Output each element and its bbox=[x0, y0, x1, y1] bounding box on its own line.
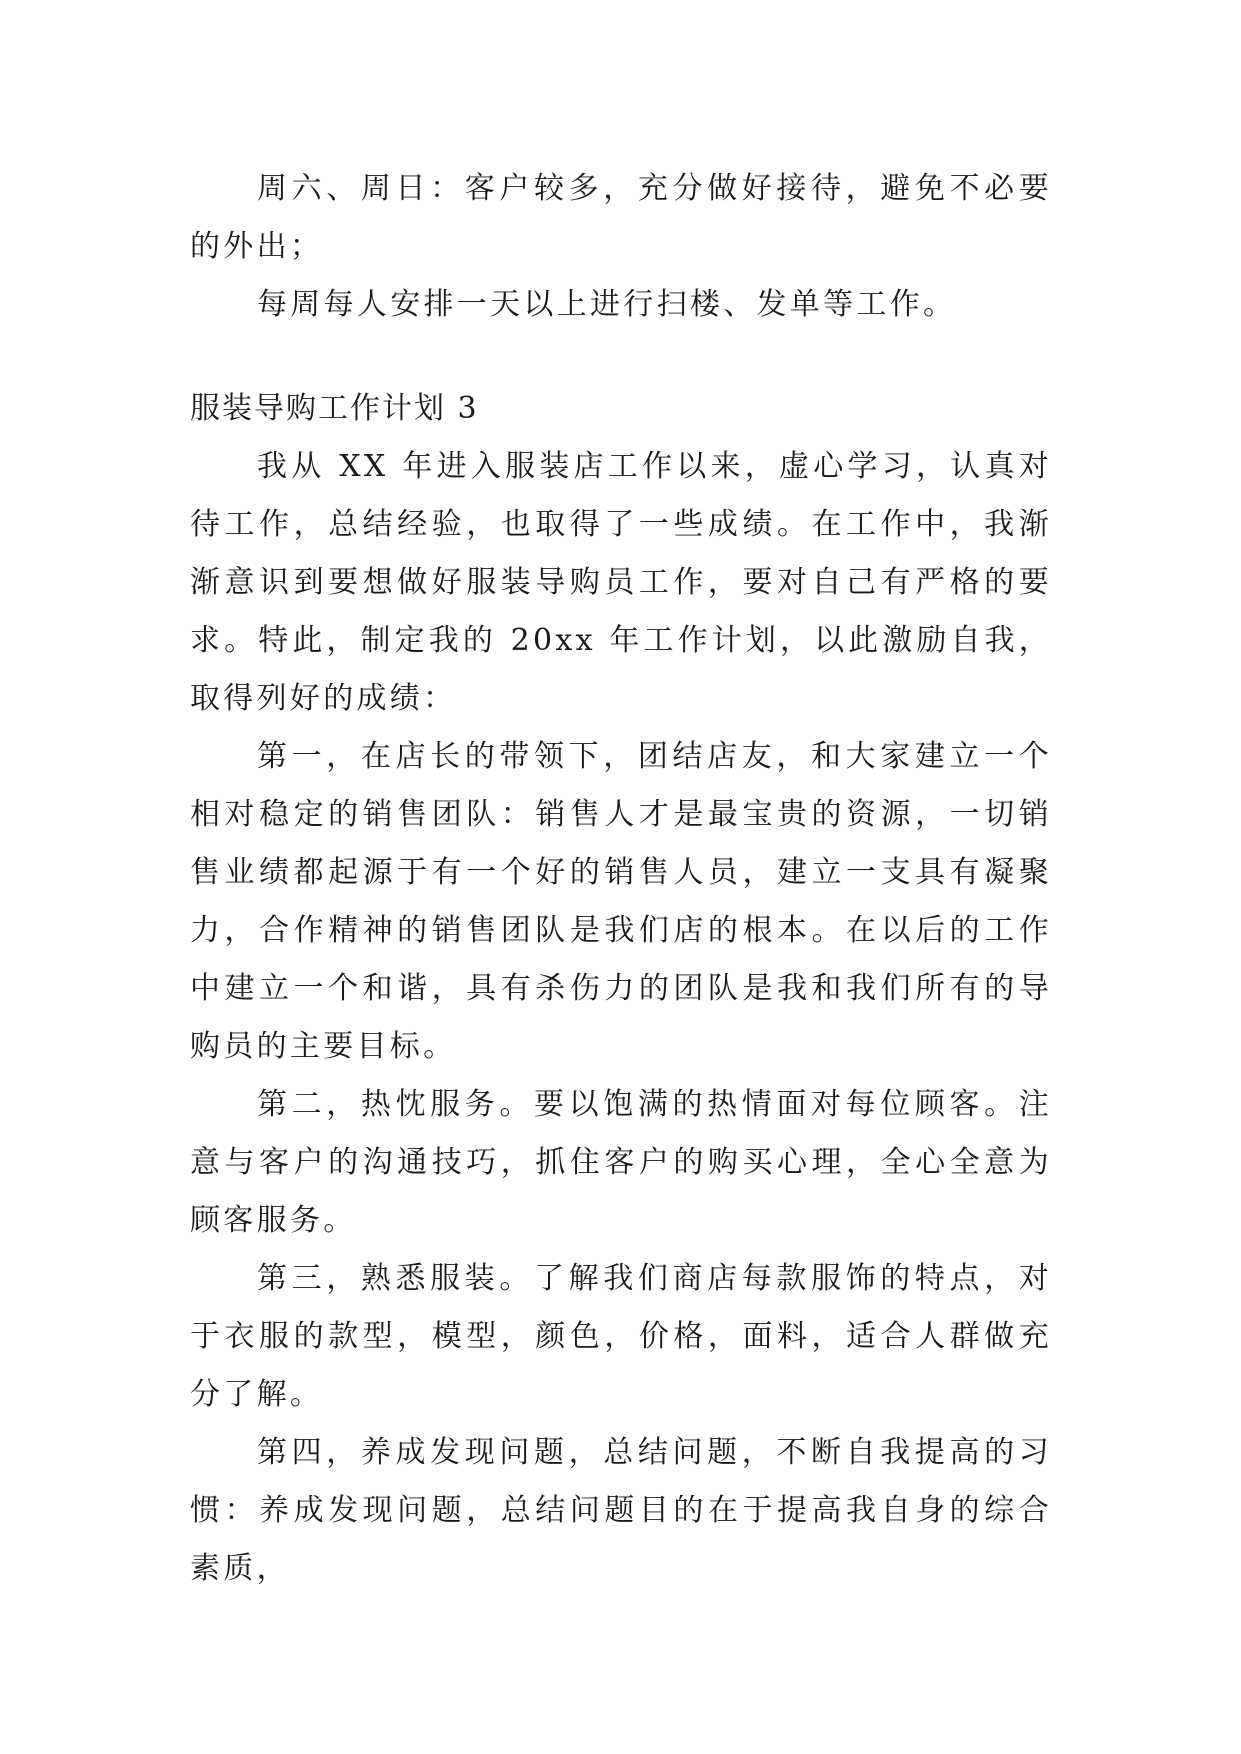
paragraph-point-three: 第三，熟悉服装。了解我们商店每款服饰的特点，对于衣服的款型，模型，颜色，价格，面料，适合人群做充分了解。 bbox=[190, 1261, 1052, 1412]
document-body bbox=[190, 160, 1052, 1598]
section-title: 服装导购工作计划 3 bbox=[190, 391, 479, 426]
paragraph-point-two: 第二，热忱服务。要以饱满的热情面对每位顾客。注意与客户的沟通技巧，抓住客户的购买心理，全心全意为顾客服务。 bbox=[190, 1087, 1052, 1238]
paragraph-intro: 我从 XX 年进入服装店工作以来，虚心学习，认真对待工作，总结经验，也取得了一些成绩。在工作中，我渐渐意识到要想做好服装导购员工作，要对自己有严格的要求。特此，制定我的 20xx 年工作计划，以此激励自我，取得列好的成绩： bbox=[190, 449, 1052, 716]
paragraph-weekly-tasks: 每周每人安排一天以上进行扫楼、发单等工作。 bbox=[257, 287, 957, 322]
paragraph-weekend-reception: 周六、周日：客户较多，充分做好接待，避免不必要的外出； bbox=[190, 171, 1052, 264]
paragraph-point-four: 第四，养成发现问题，总结问题，不断自我提高的习惯：养成发现问题，总结问题目的在于提高我自身的综合素质， bbox=[190, 1435, 1052, 1586]
paragraph-point-one: 第一，在店长的带领下，团结店友，和大家建立一个相对稳定的销售团队：销售人才是最宝贵的资源，一切销售业绩都起源于有一个好的销售人员，建立一支具有凝聚力，合作精神的销售团队是我们店的根本。在以后的工作中建立一个和谐，具有杀伤力的团队是我和我们所有的导购员的主要目标。 bbox=[190, 739, 1052, 1064]
